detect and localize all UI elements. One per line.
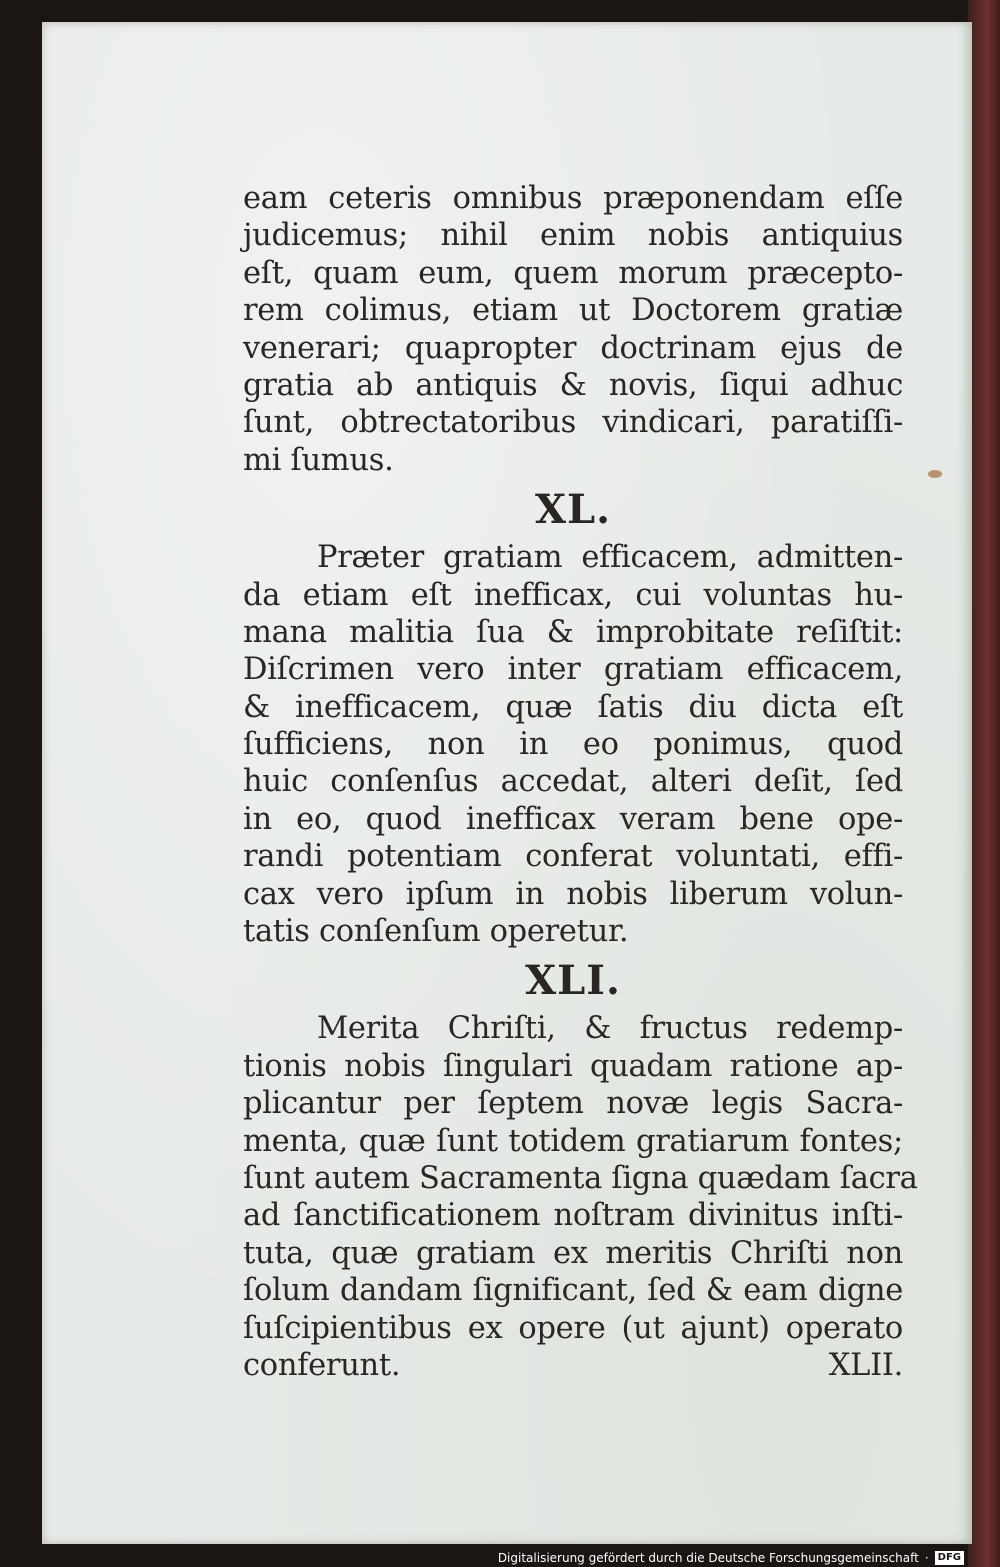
dfg-logo-icon: DFG (935, 1551, 964, 1565)
section-heading-xl: XL. (534, 486, 612, 534)
paragraph-xli (243, 1010, 918, 1384)
text-line: plicantur per ſeptem novæ legis Sacra- (243, 1086, 903, 1122)
text-line: huic conſenſus accedat, alteri deſit, ſed (243, 764, 903, 800)
final-line (243, 1347, 903, 1384)
text-line: ſuſcipientibus ex opere (ut ajunt) operato (243, 1310, 903, 1346)
text-line: Diſcrimen vero inter gratiam efficacem, (243, 652, 903, 688)
text-line: tatis conſenſum operetur. (243, 914, 629, 950)
text-line: mana malitia ſua & improbitate reſiſtit: (243, 614, 903, 650)
text-line: rem colimus, etiam ut Doctorem gratiæ (243, 293, 903, 329)
text-line: venerari; quapropter doctrinam ejus de (243, 330, 903, 366)
text-line: ſufficiens, non in eo ponimus, quod (243, 727, 903, 763)
book-spine (968, 0, 1000, 1567)
text-line: menta, quæ ſunt totidem gratiarum fontes; (243, 1123, 903, 1159)
text-line: judicemus; nihil enim nobis antiquius (243, 218, 903, 254)
text-line: eam ceteris omnibus præponendam eſſe (243, 181, 903, 216)
text-line: mi ſumus. (243, 442, 394, 478)
digitization-credit: Digitalisierung gefördert durch die Deutsche Forschungsgemeinschaft · DFG (498, 1551, 964, 1565)
page-text (243, 180, 918, 1384)
text-line: eſt, quam eum, quem morum præcepto- (243, 255, 903, 291)
catchword: XLII. (828, 1347, 903, 1383)
text-line: in eo, quod inefficax veram bene ope- (243, 801, 903, 837)
text-line: randi potentiam conferat voluntati, effi- (243, 839, 903, 875)
text-line: tuta, quæ gratiam ex meritis Chriſti non (243, 1235, 903, 1271)
text-line: gratia ab antiquis & novis, ſiqui adhuc (243, 367, 903, 403)
text-line: ſolum dandam ſignificant, ſed & eam digne (243, 1273, 903, 1309)
ink-smudge (928, 470, 942, 478)
text-line: ad ſanctificationem noſtram divinitus inſti- (243, 1198, 903, 1234)
text-line: ſunt, obtrectatoribus vindicari, paratiſſi- (243, 405, 903, 441)
text-line: Præter gratiam efficacem, admitten- (317, 540, 903, 576)
paragraph-xl (243, 539, 903, 950)
text-line: Merita Chriſti, & fructus redemp- (317, 1011, 903, 1047)
text-line: cax vero ipſum in nobis liberum volun- (243, 876, 903, 912)
last-word: conferunt. (243, 1347, 401, 1383)
credit-text: Digitalisierung gefördert durch die Deutsche Forschungsgemeinschaft (497, 1551, 919, 1565)
section-heading-xli: XLI. (525, 957, 621, 1005)
text-line: da etiam eſt inefficax, cui voluntas hu- (243, 577, 903, 613)
paragraph-continued (243, 180, 903, 479)
text-line: ſunt autem Sacramenta ſigna quædam ſacra (243, 1160, 918, 1196)
text-line: & inefficacem, quæ ſatis diu dicta eſt (243, 689, 903, 725)
text-line: tionis nobis ſingulari quadam ratione ap- (243, 1048, 903, 1084)
